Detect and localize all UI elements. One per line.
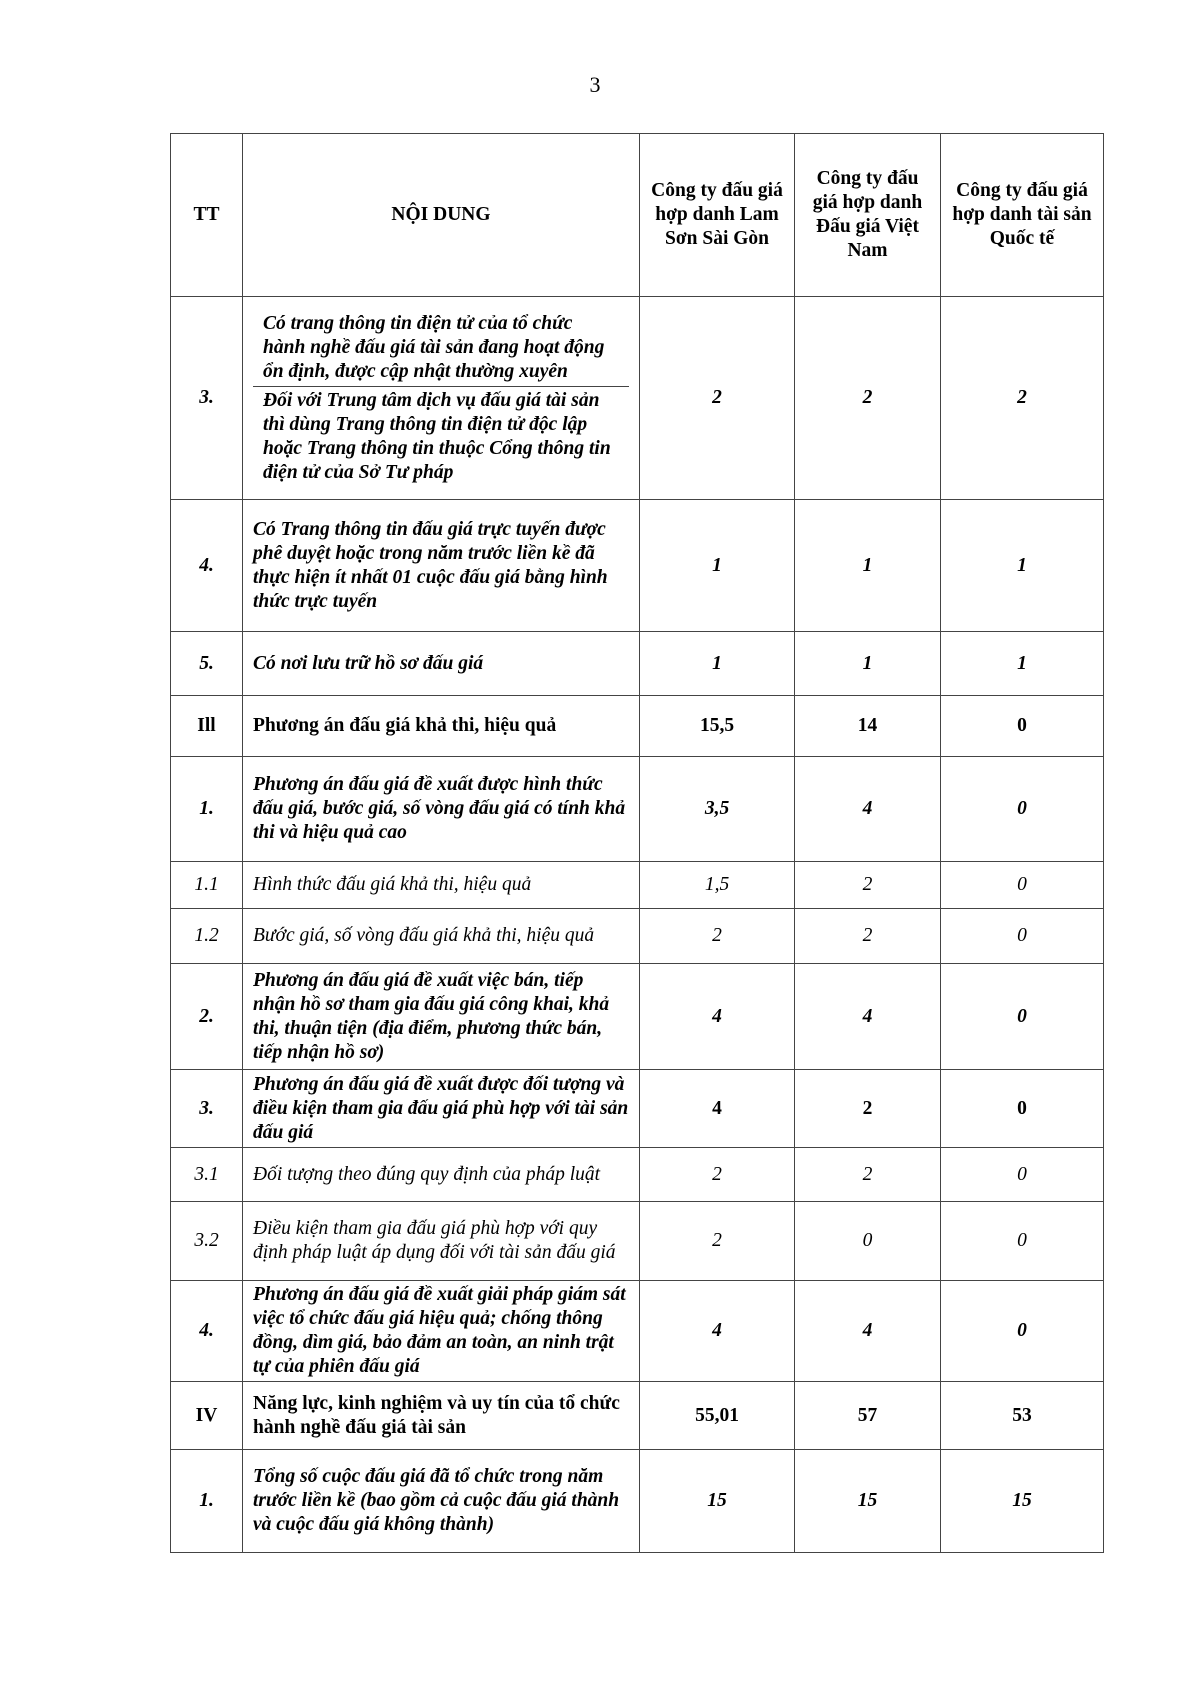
row-score-2: 0 (795, 1202, 941, 1281)
row-score-2: 1 (795, 500, 941, 632)
row-score-1: 15 (640, 1450, 795, 1553)
row-score-3: 15 (941, 1450, 1104, 1553)
row-tt: 4. (171, 500, 243, 632)
row-tt: 1.2 (171, 909, 243, 964)
row-content: Có Trang thông tin đấu giá trực tuyến được phê duyệt hoặc trong năm trước liền kề đã thực hiện ít nhất 01 cuộc đấu giá bằng hình thức trực tuyến (243, 500, 640, 632)
row-content: Phương án đấu giá đề xuất giải pháp giám sát việc tổ chức đấu giá hiệu quả; chống thông đồng, dìm giá, bảo đảm an toàn, an ninh trật tự của phiên đấu giá (243, 1281, 640, 1382)
row-score-2: 57 (795, 1382, 941, 1450)
row-score-3: 1 (941, 632, 1104, 696)
row-score-1: 55,01 (640, 1382, 795, 1450)
row-score-2: 2 (795, 297, 941, 500)
table-row (171, 632, 1104, 696)
row-score-3: 0 (941, 909, 1104, 964)
row-score-1: 2 (640, 297, 795, 500)
row-tt: IV (171, 1382, 243, 1450)
row-content-main: Có trang thông tin điện tử của tổ chức hành nghề đấu giá tài sản đang hoạt động ổn định, được cập nhật thường xuyên (263, 312, 605, 382)
row-tt: 3.2 (171, 1202, 243, 1281)
row-score-2: 4 (795, 1281, 941, 1382)
table-row (171, 500, 1104, 632)
row-tt: 3. (171, 297, 243, 500)
row-score-3: 0 (941, 862, 1104, 909)
header-company-1: Công ty đấu giá hợp danh Lam Sơn Sài Gòn (640, 134, 795, 297)
row-content: Hình thức đấu giá khả thi, hiệu quả (243, 862, 640, 909)
row-score-1: 4 (640, 1070, 795, 1148)
table-row (171, 862, 1104, 909)
row-score-2: 15 (795, 1450, 941, 1553)
scoring-table (170, 133, 1104, 1553)
row-content-note: Đối với Trung tâm dịch vụ đấu giá tài sản thì dùng Trang thông tin điện tử độc lập hoặc Trang thông tin thuộc Cổng thông tin điện tử của Sở Tư pháp (253, 386, 629, 487)
row-score-1: 4 (640, 1281, 795, 1382)
row-content: Có nơi lưu trữ hồ sơ đấu giá (243, 632, 640, 696)
row-score-3: 1 (941, 500, 1104, 632)
row-tt: 1. (171, 757, 243, 862)
row-content: Phương án đấu giá khả thi, hiệu quả (243, 696, 640, 757)
row-content: Phương án đấu giá đề xuất việc bán, tiếp nhận hồ sơ tham gia đấu giá công khai, khả thi, thuận tiện (địa điểm, phương thức bán, tiếp nhận hồ sơ) (243, 964, 640, 1070)
row-score-2: 1 (795, 632, 941, 696)
table-row (171, 1070, 1104, 1148)
row-score-2: 14 (795, 696, 941, 757)
row-content: Năng lực, kinh nghiệm và uy tín của tổ chức hành nghề đấu giá tài sản (243, 1382, 640, 1450)
row-content: Tổng số cuộc đấu giá đã tổ chức trong năm trước liền kề (bao gồm cả cuộc đấu giá thành và cuộc đấu giá không thành) (243, 1450, 640, 1553)
row-score-1: 15,5 (640, 696, 795, 757)
row-score-2: 2 (795, 1070, 941, 1148)
row-score-2: 4 (795, 757, 941, 862)
header-company-2: Công ty đấu giá hợp danh Đấu giá Việt Nam (795, 134, 941, 297)
row-tt: 3.1 (171, 1148, 243, 1202)
row-score-3: 0 (941, 1070, 1104, 1148)
table-row (171, 1450, 1104, 1553)
row-score-3: 0 (941, 696, 1104, 757)
table-header-row (171, 134, 1104, 297)
row-score-1: 1,5 (640, 862, 795, 909)
table-row (171, 1148, 1104, 1202)
row-score-2: 4 (795, 964, 941, 1070)
table-row (171, 964, 1104, 1070)
page-number: 3 (589, 72, 601, 97)
row-score-1: 2 (640, 1148, 795, 1202)
header-company-3: Công ty đấu giá hợp danh tài sản Quốc tế (941, 134, 1104, 297)
row-content: Phương án đấu giá đề xuất được đối tượng và điều kiện tham gia đấu giá phù hợp với tài sản đấu giá (243, 1070, 640, 1148)
row-score-3: 0 (941, 1281, 1104, 1382)
row-tt: Ill (171, 696, 243, 757)
row-tt: 4. (171, 1281, 243, 1382)
row-score-2: 2 (795, 862, 941, 909)
table-row (171, 1382, 1104, 1450)
row-content: Đối tượng theo đúng quy định của pháp luật (243, 1148, 640, 1202)
row-score-3: 53 (941, 1382, 1104, 1450)
row-tt: 1. (171, 1450, 243, 1553)
row-content: Điều kiện tham gia đấu giá phù hợp với quy định pháp luật áp dụng đối với tài sản đấu giá (243, 1202, 640, 1281)
row-tt: 1.1 (171, 862, 243, 909)
row-score-3: 0 (941, 757, 1104, 862)
row-score-3: 0 (941, 964, 1104, 1070)
row-tt: 2. (171, 964, 243, 1070)
row-score-1: 3,5 (640, 757, 795, 862)
table-row (171, 1281, 1104, 1382)
row-score-2: 2 (795, 909, 941, 964)
table-row (171, 696, 1104, 757)
row-tt: 5. (171, 632, 243, 696)
row-score-3: 2 (941, 297, 1104, 500)
row-score-3: 0 (941, 1148, 1104, 1202)
row-score-1: 1 (640, 500, 795, 632)
row-content: Phương án đấu giá đề xuất được hình thức đấu giá, bước giá, số vòng đấu giá có tính khả thi và hiệu quả cao (243, 757, 640, 862)
row-content (243, 297, 640, 500)
table-row (171, 909, 1104, 964)
row-score-1: 2 (640, 1202, 795, 1281)
row-content: Bước giá, số vòng đấu giá khả thi, hiệu quả (243, 909, 640, 964)
row-score-1: 2 (640, 909, 795, 964)
table-row (171, 757, 1104, 862)
header-tt: TT (171, 134, 243, 297)
row-score-1: 1 (640, 632, 795, 696)
row-score-1: 4 (640, 964, 795, 1070)
header-content: NỘI DUNG (243, 134, 640, 297)
row-tt: 3. (171, 1070, 243, 1148)
row-score-2: 2 (795, 1148, 941, 1202)
table-row (171, 1202, 1104, 1281)
table-row (171, 297, 1104, 500)
row-score-3: 0 (941, 1202, 1104, 1281)
